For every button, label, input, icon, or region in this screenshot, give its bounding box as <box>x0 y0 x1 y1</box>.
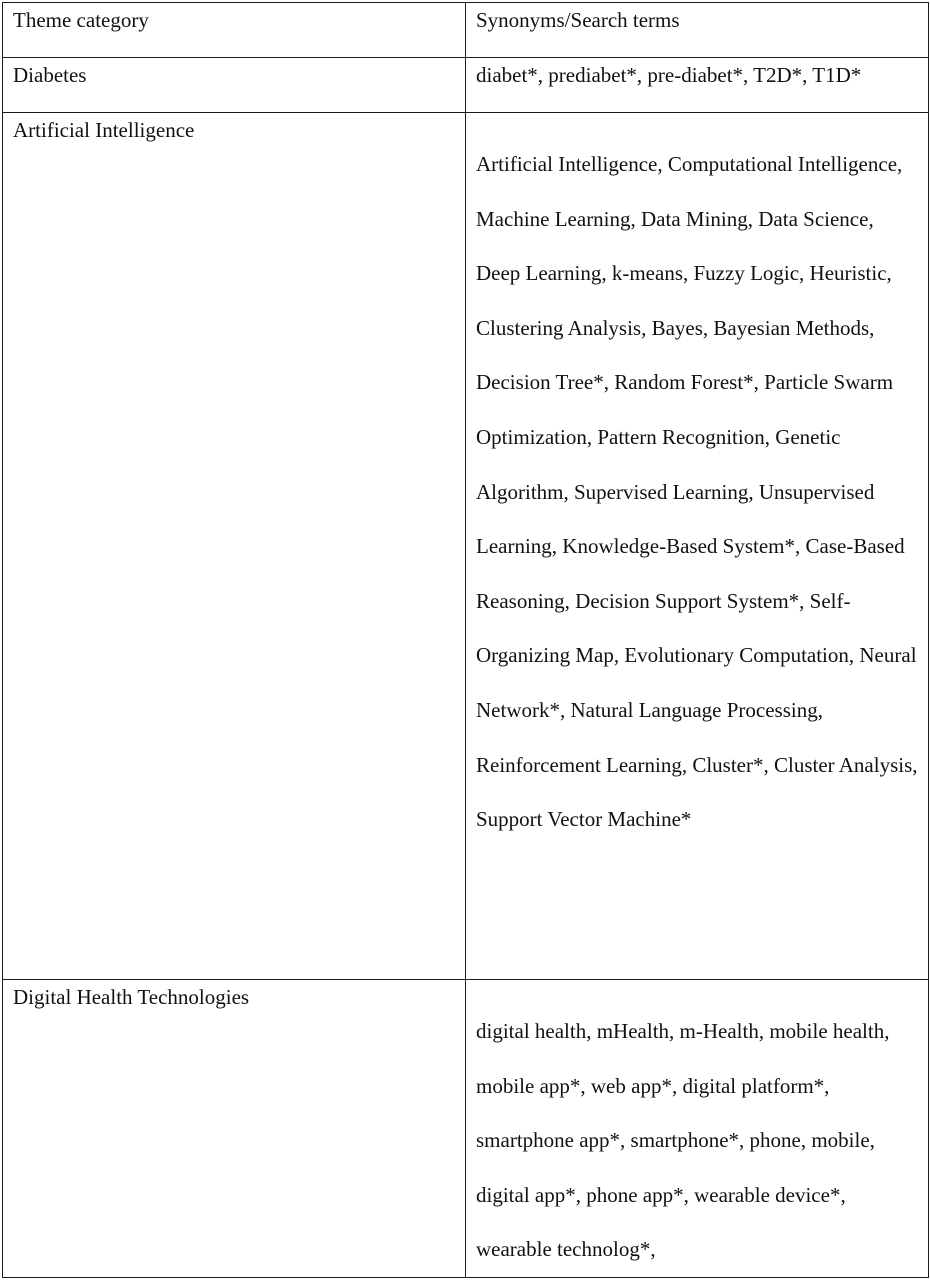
header-cell-category <box>3 3 466 58</box>
table-header-row <box>3 3 929 58</box>
table-row <box>3 980 929 1278</box>
header-category-label: Theme category <box>13 8 149 32</box>
category-cell <box>3 58 466 113</box>
terms-cell <box>466 980 929 1278</box>
terms-cell <box>466 58 929 113</box>
category-digital-health-technologies: Digital Health Technologies <box>13 985 250 1009</box>
category-artificial-intelligence: Artificial Intelligence <box>13 118 195 142</box>
table-row <box>3 58 929 113</box>
header-cell-terms <box>466 3 929 58</box>
search-terms-table <box>2 2 929 1278</box>
terms-cell <box>466 113 929 980</box>
category-diabetes: Diabetes <box>13 63 87 87</box>
terms-artificial-intelligence: Artificial Intelligence, Computational Intelligence, Machine Learning, Data Mining, Data Science, Deep Learning, k-means, Fuzzy Logic, Heuristic, Clustering Analysis, Bayes, Bayesian Methods, Decision Tree*, Random Forest*, Particle Swarm Optimization, Pattern Recognition, Genetic Algorithm, Supervised Learning, Unsupervised Learning, Knowledge-Based System*, Case-Based Reasoning, Decision Support System*, Self-Organizing Map, Evolutionary Computation, Neural Network*, Natural Language Processing, Reinforcement Learning, Cluster*, Cluster Analysis, Support Vector Machine* <box>476 152 918 832</box>
table-row <box>3 113 929 980</box>
terms-digital-health-technologies: digital health, mHealth, m-Health, mobile health, mobile app*, web app*, digital platform*, smartphone app*, smartphone*, phone, mobile, digital app*, phone app*, wearable device*, wearable technolog*, <box>476 1019 890 1262</box>
header-terms-label: Synonyms/Search terms <box>476 8 680 32</box>
category-cell <box>3 113 466 980</box>
category-cell <box>3 980 466 1278</box>
terms-diabetes: diabet*, prediabet*, pre-diabet*, T2D*, T1D* <box>476 63 862 87</box>
